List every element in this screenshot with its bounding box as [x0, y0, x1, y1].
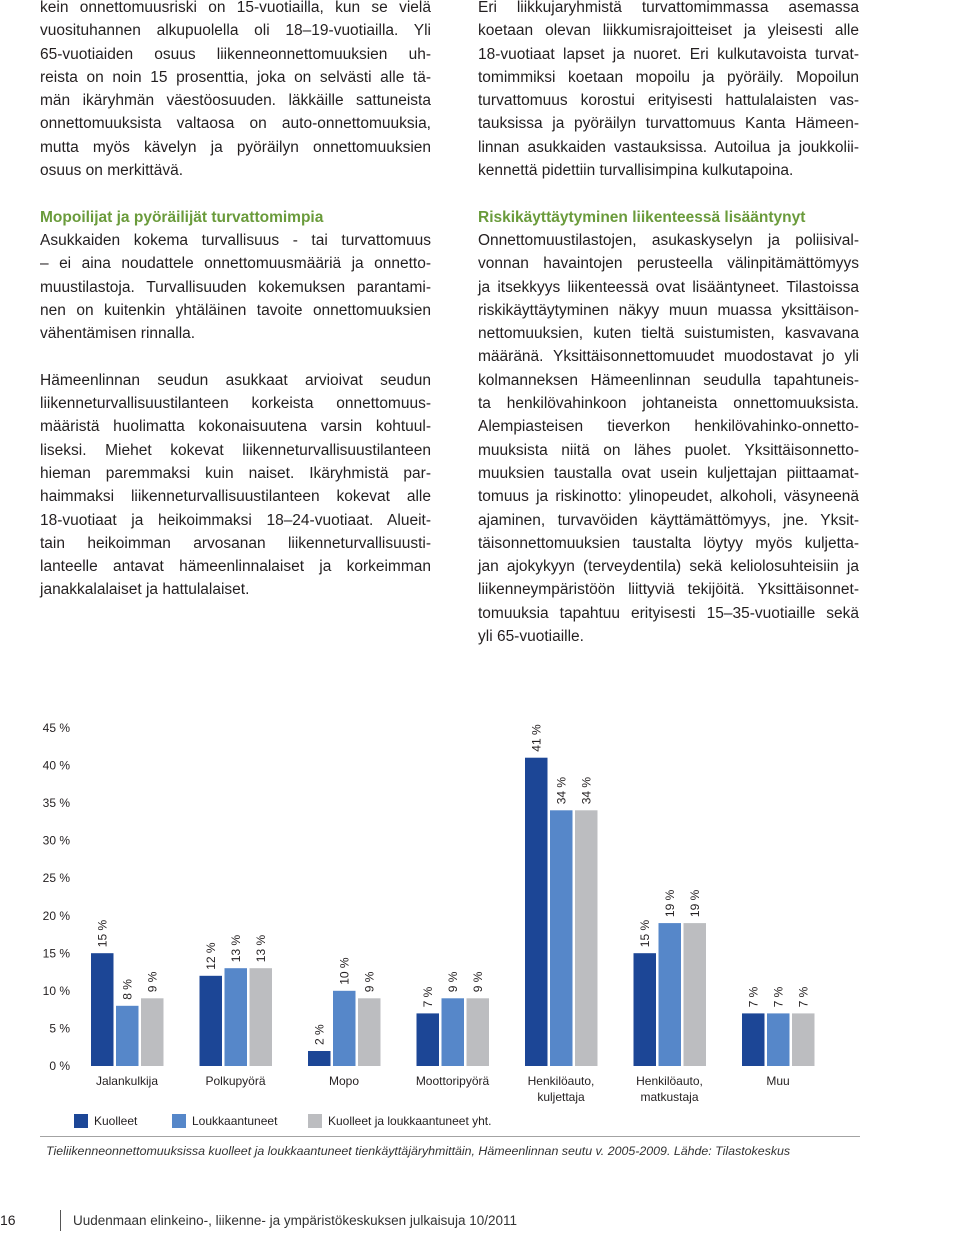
bar-loukkaantuneet-moottoripyörä: [442, 998, 465, 1066]
x-category-label-line: Muu: [766, 1074, 790, 1089]
data-label: [797, 986, 811, 1007]
text-line: – ei aina noudattele onnettomuusmääriä ja onnetto-: [40, 255, 431, 273]
data-label-unit: %: [796, 986, 811, 1001]
footer-divider: [60, 1210, 61, 1231]
data-label: [254, 935, 268, 963]
bar-loukkaantuneet-mopo: [333, 991, 356, 1066]
y-tick-label: 5 %: [49, 1021, 70, 1036]
data-label-value: 9: [471, 985, 485, 993]
data-label: [204, 942, 218, 970]
text-line: kolmanneksen Hämeenlinnan seudulla tapahtuneis-: [478, 371, 859, 389]
text-line: lanteelle antavat hämeenlinnalaiset ja korkeimman: [40, 558, 431, 576]
y-tick-label: 30 %: [42, 833, 70, 848]
x-category-label-line: Henkilöauto,: [527, 1074, 595, 1089]
text-line: nen on kuitenkin yhtäläinen tavoite onnettomuuksien: [40, 301, 431, 319]
data-label-unit: %: [771, 986, 786, 1001]
text-line: linnan asukkaiden vastauksissa. Autoilua ja joukkolii-: [478, 138, 859, 156]
x-category-label-line: kuljettaja: [537, 1090, 585, 1105]
data-label-unit: %: [253, 934, 268, 949]
data-label-value: 12: [204, 956, 218, 970]
data-label-unit: %: [421, 986, 435, 1001]
data-label-unit: %: [312, 1024, 327, 1039]
data-label-value: 7: [421, 1000, 435, 1008]
bar-kuolleet-mopo: [308, 1051, 331, 1066]
text-line: liikenneympäristöön liittyviä tekijöitä. Yksittäisonnet-: [478, 581, 859, 599]
text-line: muuksista niitä on lähes puolet. Yksittäisonnetto-: [478, 441, 859, 459]
text-line: Asukkaiden kokema turvallisuus - tai turvattomuus: [40, 231, 431, 249]
text-line: Onnettomuustilastojen, asukaskyselyn ja poliisival-: [478, 231, 859, 249]
bar-kuolleet-henkilöauto-matkustaja: [634, 953, 657, 1066]
bar-kuolleet-ja-loukkaantuneet-yht-muu: [792, 1013, 815, 1066]
data-label-value: 9: [145, 985, 160, 993]
text-line: muustilastoja. Turvallisuuden kokemuksen parantami-: [40, 278, 431, 296]
bar-kuolleet-ja-loukkaantuneet-yht-moottoripyörä: [467, 998, 490, 1066]
data-label-value: 13: [229, 948, 243, 963]
data-label: [530, 724, 544, 752]
text-line: Alempiasteisen tieverkon henkilövahinko-onnetto-: [478, 418, 859, 436]
y-tick-label: 20 %: [42, 908, 70, 923]
paragraph: [40, 229, 431, 345]
text-line: ta henkilövahinkoon johtaneista onnettomuuksista.: [478, 395, 859, 413]
bar-kuolleet-ja-loukkaantuneet-yht-henkilöauto-matkustaja: [684, 923, 707, 1066]
bar-kuolleet-ja-loukkaantuneet-yht-jalankulkija: [141, 998, 164, 1066]
x-category-label-line: Jalankulkija: [95, 1074, 159, 1089]
text-line: tomimmiksi koetaan mopoilu ja pyöräily. Mopoilun: [478, 68, 859, 86]
data-label-unit: %: [204, 942, 218, 957]
data-label: [146, 971, 160, 992]
data-label: [313, 1024, 327, 1045]
publication-series: Uudenmaan elinkeino-, liikenne- ja ympäristökeskuksen julkaisuja 10/2011: [73, 1213, 517, 1228]
data-label-value: 7: [796, 1000, 811, 1008]
x-category-label: [96, 1074, 158, 1088]
text-line: kennettä pidettiin turvallisimpina kulkutapoina.: [478, 162, 794, 180]
y-tick-label: 0 %: [49, 1059, 70, 1074]
text-line: liikenneturvallisuustilanteen korkeista onnettomuus-: [40, 395, 431, 413]
text-line: määränä. Yksittäisonnettomuudet muodostavat jo yli: [478, 348, 859, 366]
text-line: turvattomuus korostui erityisesti hattulalaisten vas-: [478, 92, 859, 110]
text-line: Eri liikkujaryhmistä turvattomimmassa asemassa: [478, 0, 859, 16]
bar-kuolleet-muu: [742, 1013, 765, 1066]
data-label-value: 2: [312, 1038, 327, 1045]
text-line: haimmaksi liikenneturvallisuustilanteen kokevat alle: [40, 488, 431, 506]
paragraph: [478, 229, 859, 648]
data-label-unit: %: [688, 889, 702, 904]
data-label: [772, 986, 786, 1007]
figure-caption: Tieliikenneonnettomuuksissa kuolleet ja loukkaantuneet tienkäyttäjäryhmittäin, Hämeenlinnan seutu v. 2005-2009. Lähde: Tilastokeskus: [46, 1144, 791, 1158]
text-line: muuksien taustalla ovat usein kuljettajan piittaamat-: [478, 464, 859, 482]
x-category-label-line: Henkilöauto,: [636, 1074, 703, 1089]
bar-loukkaantuneet-henkilöauto-matkustaja: [659, 923, 682, 1066]
text-line: vonnan havaintojen perusteella välinpitämättömyys: [478, 255, 859, 273]
legend-label: Kuolleet ja loukkaantuneet yht.: [328, 1114, 492, 1128]
y-tick-label: 45 %: [42, 720, 70, 735]
text-line: määristä huolimatta kokonaisuutena varsin kohtuul-: [40, 418, 431, 436]
data-label-unit: %: [120, 979, 135, 994]
y-tick-label: 10 %: [42, 984, 70, 998]
text-line: reista on noin 15 prosenttia, joka on selvästi alle tä-: [40, 68, 431, 86]
legend-swatch: [172, 1114, 186, 1128]
x-category-label: [329, 1074, 359, 1088]
data-label: [688, 889, 702, 917]
page-number: 16: [0, 1212, 16, 1228]
data-label-value: 7: [771, 1000, 786, 1008]
text-line: ajaminen, turvavöiden käyttämättömyys, jne. Yksit-: [478, 511, 859, 529]
text-line: liseksi. Miehet kokevat liikenneturvallisuustilanteen: [40, 441, 431, 459]
y-tick-label: 35 %: [42, 796, 70, 810]
section-heading: Riskikäyttäytyminen liikenteessä lisääntynyt: [478, 208, 806, 226]
data-label-value: 34: [554, 790, 569, 805]
data-label-unit: %: [529, 724, 544, 739]
legend-item: [74, 1112, 137, 1130]
x-category-label: [528, 1074, 595, 1104]
bar-loukkaantuneet-jalankulkija: [116, 1006, 139, 1066]
data-label: [580, 777, 594, 805]
bar-loukkaantuneet-muu: [767, 1013, 790, 1066]
data-label-unit: %: [579, 776, 594, 791]
text-line: kein onnettomuusriski on 15-vuotiailla, kun se vielä: [40, 0, 431, 16]
bar-kuolleet-moottoripyörä: [417, 1013, 440, 1066]
bar-loukkaantuneet-polkupyörä: [225, 968, 248, 1066]
text-line: onnettomuuksista valtaosa on auto-onnettomuuksia,: [40, 115, 431, 133]
y-tick-label: 40 %: [42, 758, 70, 773]
data-label-value: 15: [638, 933, 652, 948]
text-line: nettomuuksien, kuten tieltä suistumisten, kasvavana: [478, 325, 859, 343]
data-label: [421, 986, 435, 1007]
data-label-unit: %: [554, 776, 569, 791]
caption-divider: [40, 1136, 860, 1137]
text-line: vuosituhannen alkupuolella oli 18–19-vuotiailla. Yli: [40, 22, 431, 40]
x-category-label-line: matkustaja: [640, 1090, 699, 1105]
data-label-value: 13: [253, 948, 268, 963]
data-label-unit: %: [638, 919, 652, 934]
text-line: 18-vuotiaat ja heikoimmaksi 18–24-vuotiaat. Alueit-: [40, 511, 431, 529]
data-label-unit: %: [95, 919, 110, 934]
bar-kuolleet-henkilöauto-kuljettaja: [525, 758, 548, 1066]
data-label-value: 7: [746, 1000, 761, 1008]
paragraph: [40, 369, 431, 602]
text-line: koetaan olevan liikkumisrajoitteiset ja yleisesti alle: [478, 22, 859, 40]
data-label-unit: %: [362, 971, 377, 986]
x-category-label-line: Moottoripyörä: [415, 1074, 490, 1089]
section-heading: Mopoilijat ja pyöräilijät turvattomimpia: [40, 208, 324, 226]
x-category-label: [636, 1074, 703, 1104]
legend-swatch: [308, 1114, 322, 1128]
right-text-column: [478, 0, 859, 648]
text-line: 65-vuotiaiden osuus liikenneonnettomuuksien uh-: [40, 45, 431, 63]
chart-legend: [0, 1112, 960, 1130]
data-label: [229, 935, 243, 963]
y-tick-label: 25 %: [42, 871, 70, 886]
data-label-value: 34: [579, 790, 594, 805]
data-label: [96, 920, 110, 948]
legend-label: Loukkaantuneet: [192, 1114, 278, 1128]
x-category-label-line: Polkupyörä: [205, 1074, 266, 1089]
bar-chart: [0, 700, 960, 1110]
data-label: [121, 979, 135, 1000]
data-label: [338, 957, 352, 985]
text-line: ja itsekkyys liikenteessä ovat lisääntyneet. Tilastoissa: [478, 278, 859, 296]
data-label-value: 19: [663, 903, 677, 918]
legend-item: [308, 1112, 491, 1130]
data-label-value: 41: [529, 738, 544, 752]
text-line: män ikäryhmän väestöosuuden. läkkäille sattuneista: [40, 92, 431, 110]
data-label-value: 9: [446, 985, 460, 993]
data-label-unit: %: [229, 934, 243, 949]
data-label-unit: %: [471, 971, 485, 986]
data-label-unit: %: [663, 889, 677, 904]
text-line: Hämeenlinnan seudun asukkaat arvioivat seudun: [40, 371, 431, 389]
data-label-unit: %: [337, 957, 352, 972]
text-line: täisonnettomuuksien taustalta löytyy myös kuljetta-: [478, 534, 859, 552]
y-tick-label: 15 %: [42, 946, 70, 961]
x-category-label: [416, 1074, 490, 1088]
data-label: [363, 971, 377, 992]
text-line: jan ajokykyyn (terveydentila) sekä keliolosuhteisiin ja: [478, 558, 859, 576]
text-line: riskikäyttäytyminen näkyy muun muassa yksittäison-: [478, 301, 859, 319]
left-text-column: [40, 0, 431, 602]
data-label-value: 10: [337, 971, 352, 985]
paragraph: [478, 0, 859, 182]
bar-loukkaantuneet-henkilöauto-kuljettaja: [550, 810, 573, 1066]
paragraph: [40, 0, 431, 182]
text-line: yli 65-vuotiaille.: [478, 628, 584, 646]
bar-kuolleet-ja-loukkaantuneet-yht-mopo: [358, 998, 381, 1066]
text-line: osuus on merkittävä.: [40, 162, 184, 180]
legend-swatch: [74, 1114, 88, 1128]
data-label-unit: %: [746, 986, 761, 1001]
text-line: 18-vuotiaat lapset ja nuoret. Eri kulkutavoista turvat-: [478, 45, 859, 63]
data-label-unit: %: [446, 971, 460, 986]
data-label-value: 8: [120, 993, 135, 1000]
text-line: mutta myös kävelyn ja pyöräilyn onnettomuuksien: [40, 138, 431, 156]
data-label: [663, 889, 677, 917]
text-line: tauksissa ja pyöräilyn turvattomuus Kanta Hämeen-: [478, 115, 859, 133]
data-label-value: 9: [362, 985, 377, 993]
text-line: tain heikoimman arvosanan liikenneturvallisuusti-: [40, 534, 431, 552]
bar-kuolleet-ja-loukkaantuneet-yht-henkilöauto-kuljettaja: [575, 810, 598, 1066]
bar-kuolleet-jalankulkija: [91, 953, 114, 1066]
data-label: [471, 971, 485, 992]
bar-kuolleet-ja-loukkaantuneet-yht-polkupyörä: [250, 968, 273, 1066]
x-category-label: [205, 1074, 265, 1088]
x-category-label: [766, 1074, 789, 1088]
data-label-unit: %: [145, 971, 160, 986]
data-label-value: 19: [688, 903, 702, 918]
text-line: tomuus ja riskinotto: ylinopeudet, alkoholi, väsyneenä: [478, 488, 859, 506]
x-category-label-line: Mopo: [328, 1074, 360, 1089]
data-label: [446, 971, 460, 992]
data-label: [555, 777, 569, 805]
text-line: vähentämisen rinnalla.: [40, 325, 196, 343]
legend-item: [172, 1112, 277, 1130]
bar-kuolleet-polkupyörä: [200, 976, 223, 1066]
text-line: hieman paremmaksi kuin naiset. Ikäryhmistä par-: [40, 464, 431, 482]
data-label: [747, 986, 761, 1007]
data-label-value: 15: [95, 933, 110, 948]
text-line: tomuuksia tapahtuu erityisesti 15–35-vuotiaille sekä: [478, 604, 859, 622]
legend-label: Kuolleet: [94, 1114, 138, 1128]
data-label: [638, 920, 652, 948]
text-line: janakkalalaiset ja hattulalaiset.: [40, 581, 250, 599]
